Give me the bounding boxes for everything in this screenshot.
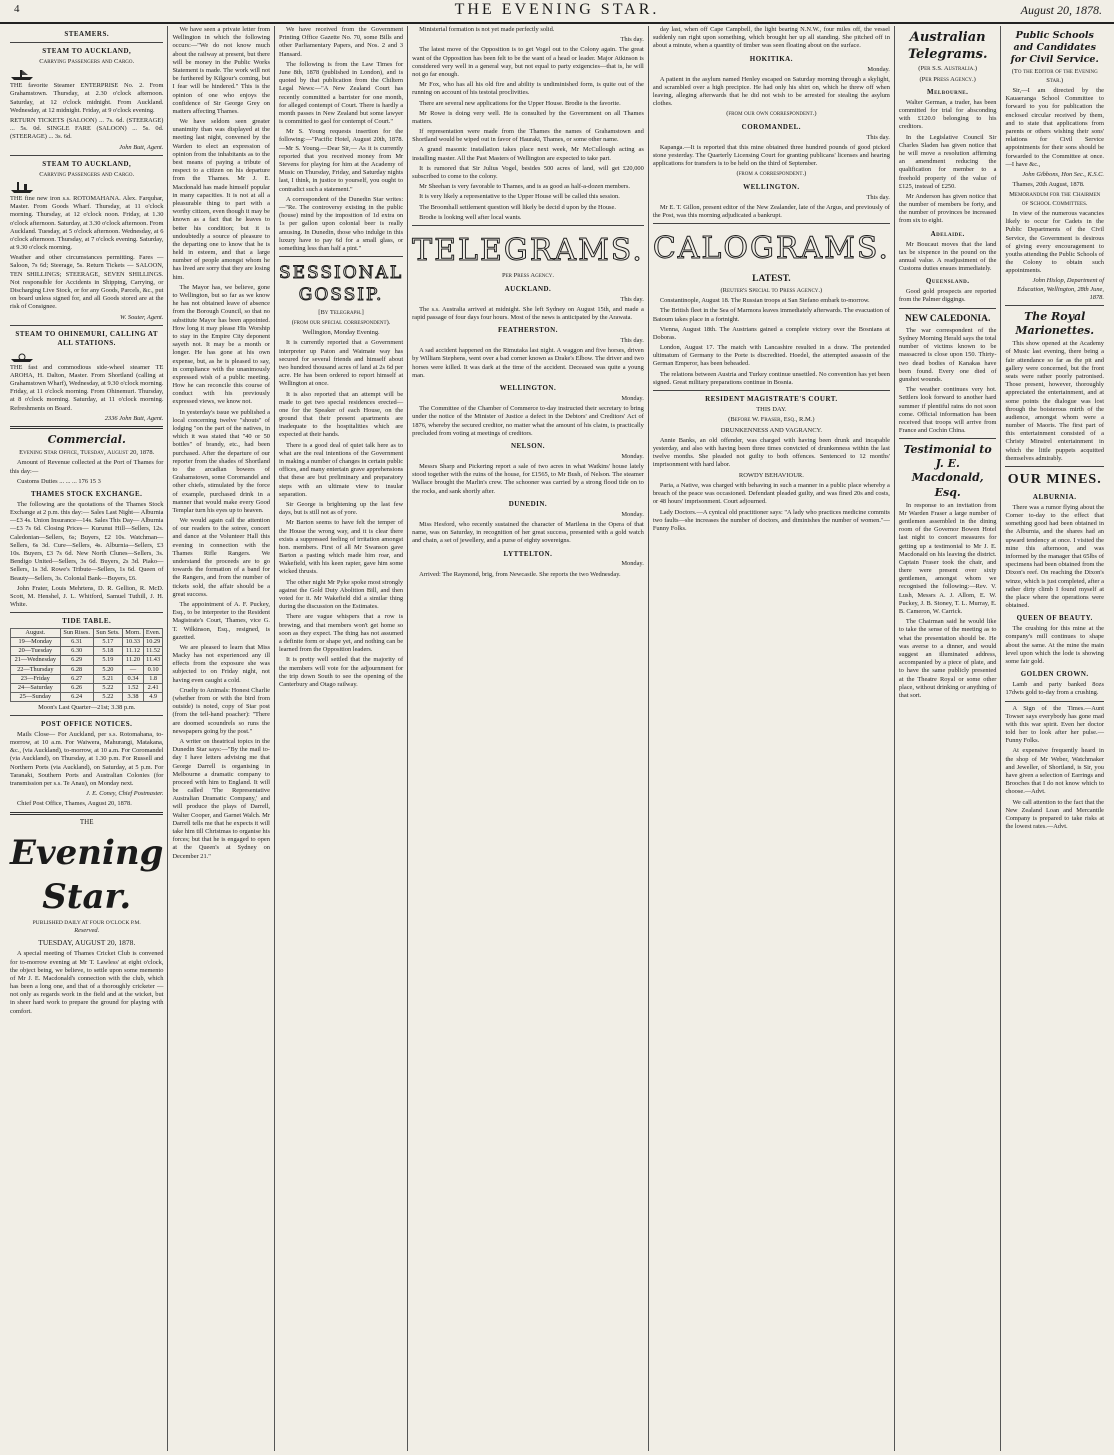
steamer-ad-enterprise: STEAM TO AUCKLAND, Carrying Passengers and Cargo. THE favorite Steamer ENTERPRISE No. 2. From Grahamstown. Thursday, at 2.30 o'clock afternoon. Saturday, at 12 o'clock midnight. From Auckland. Wednesday, at 12 midnight. Friday, at 9 o'clock evening. RETURN TICKETS (SALOON) ... 7s. 6d. (STEERAGE) ... 5s. 0d. SINGLE FARE (SALOON) ... 5s. 0d. (STEERAGE) ... 3s. 6d. John Butt, Agent. <box>10 46 164 151</box>
latest-heading: LATEST. <box>752 273 791 284</box>
paper-nameplate: Evening Star. <box>10 833 164 917</box>
marionettes-heading: The Royal Marionettes. <box>1015 310 1095 338</box>
stock-exchange-heading: THAMES STOCK EXCHANGE. <box>31 489 143 498</box>
tide-cell: 6.24 <box>60 692 93 701</box>
column-3: We have received from the Government Printing Office Gazette No. 70, some Bills and other Parliamentary Papers, and Nos. 2 and 3 Hansard. The following is from the Law Times for June 8th, 1878 (published in London), and is quoted by that publication from the Chiltern Legal News:—"A New Zealand Court has recently committed a barrister for one month, for alleged contempt of Court. There is hardly a month passes in New Zealand but some lawyer is committed to gaol for contempt of Court." Mr S. Young requests insertion for the following:—"Pacific Hotel, August 20th, 1878.—Mr S. Young.—Dear Sir,— As it is currently reported that you received money from Mr Stevens for playing for him at the Academy of Music on Thursday, Friday, and Saturday nights last, I think, in justice to yourself, you ought to contradict such a statement." A correspondent of the Dunedin Star writes:—"Re. The controversy existing in the public (house) mind by the imposition of 1d extra on 1s per gallon upon colonial beer is really amusing. In Dunedin, those who indulge in this luxury have to pay 6d for a small glass, or something less than half a pint." SESSIONAL GOSSIP. [By Telegraph.] (from our special correspondent). Wellington, Monday Evening. It is currently reported that a Government interpreter up Paton and Waimate way has secured for several friends and himself about two hundred thousand acres of land at 2s 6d per acre. He has been ordered to report himself at Wellington at once. It is also reported that an attempt will be made to get two special residences erected—one for the Speaker of each House, on the ground that their present apartments are inadequate to the hospitalities which are expected at their hands. There is a good deal of quiet talk here as to what are the real intentions of the Government in making a number of changes in certain public offices, and many entertain grave apprehensions that these are but preliminary and preparatory steps with an ultimate view to insular separation. Sir George is brightening up the last few days, but is still not as of yore. Mr Barton seems to have felt the temper of the House the wrong way, and it is clear there exists a suppressed feeling of irritation amongst hon. members. First of all Mr Swanson gave Barton a pasting which made him roar, and Wakefield, with his keen rapier, gave him some wicked thrusts. The other night Mr Pyke spoke most strongly against the Gold Duty Abolition Bill, and then voted for it. Mr Wakefield did a similar thing during the discussion on the Estimates. There are vague whispers that a row is brewing, and that members won't get home so soon as they expect. The thing has not assumed a definite form or shape yet, and nothing can be learned from the Opposition leaders. It is pretty well settled that the majority of the members will vote for the adjournment for the trip down South to see the opening of the Canterbury and Otago railway. <box>275 26 408 1451</box>
steamer-icon <box>10 181 163 193</box>
tide-cell: 1.8 <box>143 674 163 683</box>
tide-column-header: Sun Sets. <box>93 629 123 638</box>
steamer-icon <box>10 350 163 362</box>
page-number: 4 <box>14 3 20 15</box>
tide-cell: 5.21 <box>93 674 123 683</box>
tide-cell: 11.52 <box>143 647 163 656</box>
tide-cell: 3.38 <box>123 692 144 701</box>
tide-cell: 5.17 <box>93 638 123 647</box>
table-row <box>11 656 163 665</box>
tide-cell: 6.30 <box>60 647 93 656</box>
masthead-date: August 20, 1878. <box>1020 3 1102 17</box>
table-row <box>11 665 163 674</box>
tide-cell: 5.22 <box>93 683 123 692</box>
public-schools-heading: Public Schools and Candidates for Civil Service. <box>1010 30 1099 66</box>
tide-cell: 2.41 <box>143 683 163 692</box>
tide-cell: 5.22 <box>93 692 123 701</box>
tide-cell: 11.43 <box>143 656 163 665</box>
column-1: STEAMERS. STEAM TO AUCKLAND, Carrying Passengers and Cargo. THE favorite Steamer ENTERPRISE No. 2. From Grahamstown. Thursday, at 2.30 o'clock afternoon. Saturday, at 12 o'clock midnight. From Auckland. Wednesday, at 12 midnight. Friday, at 9 o'clock evening. RETURN TICKETS (SALOON) ... 7s. 6d. (STEERAGE) ... 5s. 0d. SINGLE FARE (SALOON) ... 5s. 0d. (STEERAGE) ... 3s. 6d. John Butt, Agent. STEAM TO AUCKLAND, Carrying Passengers and Cargo. THE fine new iron s.s. ROTOMAHANA. Alex. Farquhar, Master. From Goods Wharf. Thursday, at 11 o'clock morning. Thursday, at 12 o'clock noon. Friday, at 1.30 o'clock afternoon. Saturday, at 3.30 o'clock afternoon. From Auckland. Tuesday, at 5 o'clock afternoon. Wednesday, at 6 o'clock afternoon. Thursday, at 7 o'clock evening. Saturday, at 9.30 o'clock morning. Weather and other circumstances permitting. Fares — Saloon, 7s 6d; Steerage, 5s. Return Tickets — SALOON, TEN SHILLINGS; STEERAGE, SEVEN SHILLINGS. Not responsible for Accidents in Shipping, Carrying, or Discharging Live Stock, or for any Goods, Parcels, &c., put on board unless signed for, and all Goods stored are at the risk of Consignee. W. Souter, Agent. STEAM TO OHINEMURI, CALLING AT ALL STATIONS. THE fast and commodious side-wheel steamer TE AROHA, H. Dalton, Master. From Shortland (calling at Grahamstown Wharf), Wednesday, at 9.30 o'clock morning. Friday, at 11 o'clock morning. From Ohinemuri. Thursday, at 8 o'clock morning. Saturday, at 11 o'clock morning. Refreshments on Board. 2336 John Butt, Agent. Commercial. Evening Star Office, Tuesday, August 20, 1878. Amount of Revenue collected at the Port of Thames for this day:— Customs Duties ... ... ... 176 15 3 THAMES STOCK EXCHANGE. The following are the quotations of the Thames Stock Exchange at 2 p.m. this day:— Sales Last Night— Alburnia—£3 4s. Union Insurance—14s. Sales This Day— Alburnia—£3 7s 6d. Closing Prices— Kurunui Hill—Sellers, 12s. Caledonian—Sellers, 6s; Buyers, £2 10s. Watchman—Sellers, 6s 3d. Cure—Sellers, 4s. Alburnia—Sellers, £3 10s. Buyers, £3 7s 6d. New North Clunes—Sellers, 3s. Bendigo United—Sellers, 3s 6d. Buyers, 2s 3d. Piako—Sellers, 1s 3d. Rowe's Tribute—Sellers, 1s 6d. Queen of Beauty—Sellers, 3s. Colonial Bank—Buyers, £6. John Frater, Louis Mehrtens, D. R. Gellion, R. McD. Scott, M. Henshel, J. L. Whitford, Samuel Tuthill, J. H. White. TIDE TABLE. August. Sun Rises. Sun Sets. Morn. Even. 19—Monday 6.31 5.17 10.33 10.29 20—Tuesday 6.30 5.18 11.12 11.52 21—Wednesday 6.29 5.19 11.20 11.43 22—Thursday 6.28 5.20 — 0.10 23—Friday 6.27 5.21 0.34 1.8 24—Saturday 6.26 5.22 1.52 2.41 25—Sunday 6.24 5.22 3.38 4.9 Moon's Last Quarter—21st; 3.38 p.m. POST OFFICE NOTICES. Mails Close— For Auckland, per s.s. Rotomahana, to-morrow, at 10 a.m. For Waiwera, Mahurangi, Matakana, &c., (via Auckland), to-morrow, at 10 a.m. For Coromandel (via Auckland), on Thursday, at 1.30 p.m. For Russell and Northern Ports (via Auckland), on Saturday, at 5 p.m. For Taranaki, Southern Ports and Australian Colonies (for transmission per s.s. Te Anau), on Monday next. J. E. Coney, Chief Postmaster. Chief Post Office, Thames, August 20, 1878. THE Evening Star. PUBLISHED DAILY AT FOUR O'CLOCK P.M. Reserved. TUESDAY, AUGUST 20, 1878. A special meeting of Thames Cricket Club is convened for to-morrow evening at Mr T. Lawless' at eight o'clock, the object being, we believe, to settle upon some memento of Mr J. E. Macdonald's connection with the club, which has been a long one, and that of a thoroughly cricketer — not only as regards work in the field and at the wicket, but in sheer hard work to prepare the ground for playing with comfort. <box>6 26 168 1451</box>
tide-cell: 5.18 <box>93 647 123 656</box>
tide-cell: 10.33 <box>123 638 144 647</box>
tide-cell: 22—Thursday <box>11 665 61 674</box>
tide-cell: 1.52 <box>123 683 144 692</box>
newspaper-masthead-title: THE EVENING STAR. <box>454 1 660 18</box>
paper-the: THE <box>79 817 94 826</box>
column-grid <box>6 26 1108 1451</box>
tide-cell: 4.9 <box>143 692 163 701</box>
table-row <box>11 638 163 647</box>
tide-cell: 6.29 <box>60 656 93 665</box>
masthead <box>0 0 1114 24</box>
sessional-gossip-heading: SESSIONAL GOSSIP. <box>278 263 404 305</box>
tide-column-header: Even. <box>143 629 163 638</box>
ad-title: STEAM TO AUCKLAND, <box>42 46 132 55</box>
column-7: Public Schools and Candidates for Civil Service. (To the Editor of the Evening Star.) Sir,—I am directed by the Kauaeranga School Committee to forward to you for publication the enclosed circular received by them, and to state that applications from parents or others wishing their sons' relations for Civil Service appointments for their sons should be forwarded to the Committee at once.—I have &c., John Gibbons, Hon Sec., K.S.C. Thames, 20th August, 1878. Memorandum for the Chairmen of School Committees. In view of the numerous vacancies likely to occur for Cadets in the Public Departments of the Civil Service, the Government is desirous of giving every encouragement to youths attending the Public Schools of the Colony to obtain such appointments. John Hislop, Department of Education, Wellington, 28th June, 1878. The Royal Marionettes. This show opened at the Academy of Music last evening, there being a fair attendance so far as the pit and gallery were concerned, but the front seats were rather poorly patronised. Those present, however, thoroughly appreciated the entertainment, and at some points the dialogue was lost through the boisterous mirth of the audience, amongst whom were a number of Maoris. The first part of this entertainment consisted of a Christy Minstrel entertainment in which the little puppets acquitted themselves admirably. OUR MINES. ALBURNIA. There was a rumor flying about the Corner to-day to the effect that something good had been obtained in the Alburnia, and the shares had an upward tendency at once. I visited the mine this afternoon, and was informed by the manager that 65lbs of specimens had been obtained from the Dixon's reef. On reaching the Dixon's winze, which is just completed, after a rather dirty climb I found myself at the place where the operations were obtained. QUEEN OF BEAUTY. The crushing for this mine at the company's mill continues to shape about the same. At the mine the main level upon which the lode is showing some fair gold. GOLDEN CROWN. Lamb and party banked 8ozs 17dwts gold to-day from a crushing. A Sign of the Times.—Aunt Towser says everybody has gone mad with this war spirit. Even her doctor told her to look after her pulse.—Funny Folks. At expensive frequently heard in the shop of Mr Weber, Watchmaker and Jeweller, of Shortland, is Sir, you have given a selection of Earrings and Brooches that I do not know which to choose.—Advt. We call attention to the fact that the New Zealand Loan and Mercantile Company is prepared to take risks at the lowest rates.—Advt. <box>1005 30 1104 831</box>
new-caledonia-heading: NEW CALEDONIA. <box>905 313 991 324</box>
our-mines-heading: OUR MINES. <box>1007 472 1102 487</box>
tide-cell: 0.34 <box>123 674 144 683</box>
customs-duties: Customs Duties ... ... ... 176 15 3 <box>17 477 101 485</box>
tide-cell: 6.26 <box>60 683 93 692</box>
tide-cell: 24—Saturday <box>11 683 61 692</box>
steamer-ad-te-aroha: STEAM TO OHINEMURI, CALLING AT ALL STATIONS. THE fast and commodious side-wheel steamer TE AROHA, H. Dalton, Master. From Shortland (calling at Grahamstown Wharf), Wednesday, at 9.30 o'clock morning. Friday, at 11 o'clock morning. From Ohinemuri. Thursday, at 8 o'clock morning. Saturday, at 11 o'clock morning. Refreshments on Board. 2336 John Butt, Agent. <box>10 329 164 422</box>
tide-cell: 11.12 <box>123 647 144 656</box>
telegrams-heading: TELEGRAMS. <box>412 232 644 268</box>
tide-column-header: Sun Rises. <box>60 629 93 638</box>
tide-cell: 11.20 <box>123 656 144 665</box>
tide-cell: 21—Wednesday <box>11 656 61 665</box>
calograms-heading: CALOGRAMS. <box>652 231 890 267</box>
tide-cell: 5.20 <box>93 665 123 674</box>
steamers-heading: STEAMERS. <box>64 30 110 38</box>
post-office-heading: POST OFFICE NOTICES. <box>41 719 133 728</box>
steamer-ad-rotomahana: STEAM TO AUCKLAND, Carrying Passengers and Cargo. THE fine new iron s.s. ROTOMAHANA. Alex. Farquhar, Master. From Goods Wharf. Thursday, at 11 o'clock morning. Thursday, at 12 o'clock noon. Friday, at 1.30 o'clock afternoon. Saturday, at 3.30 o'clock afternoon. From Auckland. Tuesday, at 5 o'clock afternoon. Wednesday, at 6 o'clock afternoon. Thursday, at 7 o'clock evening. Saturday, at 9.30 o'clock morning. Weather and other circumstances permitting. Fares — Saloon, 7s 6d; Steerage, 5s. Return Tickets — SALOON, TEN SHILLINGS; STEERAGE, SEVEN SHILLINGS. Not responsible for Accidents in Shipping, Carrying, or Discharging Live Stock, or for any Goods, Parcels, &c., put on board unless signed for, and all Goods stored are at the risk of Consignee. W. Souter, Agent. <box>10 159 164 321</box>
tide-cell: 0.10 <box>143 665 163 674</box>
tide-table-heading: TIDE TABLE. <box>62 617 112 626</box>
tide-cell: 6.31 <box>60 638 93 647</box>
tide-cell: 25—Sunday <box>11 692 61 701</box>
tide-cell: 6.27 <box>60 674 93 683</box>
paper-published: PUBLISHED DAILY AT FOUR O'CLOCK P.M. <box>32 919 141 926</box>
column-6: Australian Telegrams. (Per S.S. Australia.) (Per Press Agency.) Melbourne. Walter German, a trader, has been committed for trial for absconding with £120.0 belonging to his creditors. In the Legislative Council Sir Charles Sladen has given notice that he will move a resolution affirming an amendment reducing the qualification for member to a freehold property of the value of £125, instead of £250. Mr Anderson has given notice that the number of members be forty, and the number of provinces be increased from six to eight. Adelaide. Mr Boucaut moves that the land tax be sixpence in the pound on the annual value. A readjustment of the Customs duties ensues immediately. Queensland. Good gold prospects are reported from the Palmer diggings. NEW CALEDONIA. The war correspondent of the Sydney Morning Herald says the total number of victims known to be massacred is close upon 150. Thirty-two dead bodies of Kanakas have been found. Every one died of gunshot wounds. The weather continues very hot. Settlers look forward to another hard summer if plentiful rains do not soon come. Official information has been received that troops will arrive from France and Cochin China. Testimonial to J. E. Macdonald, Esq. In response to an invitation from Mr Warden Fraser a large number of gentlemen assembled in the dining room of the Governor Bowen Hotel last night to concert measures for getting up a testimonial to Mr J. E. Macdonald on his leaving the district. Captain Fraser took the chair, and there were present over sixty gentlemen, amongst whom we recognised the following:—Rev. V. Lush, Messrs A. J. Allom, E. W. Puckey, J. B. Stoney, T. L. Murray, E. B. Cameron, W. Carrick. The Chairman said he would like to take the sense of the meeting as to what the presentation should be. He was averse to a dinner, and would suggest an illuminated address, accompanied by a piece of plate, and to have the same publicly presented at the Theatre Royal or some other place, without drinking or anything of that sort. <box>895 26 1002 1451</box>
table-row <box>11 683 163 692</box>
tide-cell: 23—Friday <box>11 674 61 683</box>
brokers-list: John Frater, Louis Mehrtens, D. R. Gellion, R. McD. Scott, M. Henshel, J. L. Whitford, Samuel Tuthill, J. H. White. <box>10 584 164 609</box>
tide-cell: 5.19 <box>93 656 123 665</box>
australian-telegrams-heading: Australian Telegrams. <box>907 30 988 62</box>
commercial-heading: Commercial. <box>47 433 126 447</box>
testimonial-heading: Testimonial to J. E. Macdonald, Esq. <box>903 443 992 499</box>
column-4: Ministerial formation is not yet made perfectly solid. This day. The latest move of the Opposition is to get Vogel out to the Colony again. The great want of the Opposition has been felt to be the want of a head or leader. Major Atkinson is considered very well in a general way, but not equal to party exigencies—that is, he will not go far enough. Mr Fox, who has all his old fire and ability is undiminished form, is quite out of the running on account of his testotal proclivities. There are several new applications for the Upper House. Brodie is the favorite. Mr Rowe is doing very well. He is consulted by the Government on all Thames matters. If representation were made from the Thames the names of Grahamstown and Shortland would be wiped out in favor of Hauraki, Thames, or some other name. A grand masonic installation takes place next week, Mr McCullough acting as installing master. All the Past Masters of Wellington are expected to take part. It is rumored that Sir Julius Vogel, besides 500 acres of land, will get £20,000 subscribed to come to the colony. Mr Sheehan is very favorable to Thames, and is as good as half-a-dozen members. It is very likely a representative to the Upper House will be called this session. The Broomhall settlement question will likely be decid d upon by the House. Brodie is looking well after local wants. TELEGRAMS. Per Press Agency. AUCKLAND. This day. The s.s. Australia arrived at midnight. She left Sydney on August 15th, and made a rapid passage of four days four hours. Most of the news is anticipated by the Arawata. FEATHERSTON. This day. A sad accident happened on the Rimutaka last night. A waggon and five horses, driven by William Stephens, went over a bad corner known as Drake's Elbow. The driver and two horses were killed. It was dark at the time of the accident. Deceased was quite a young man. WELLINGTON. Monday. The Committee of the Chamber of Commerce to-day instructed their secretary to bring under the notice of the Minister of Justice a defect in the Debtors' and Creditors' Act of 1876, whereby the secured creditor, no matter what the amount of his claim, is practically precluded from voting at meetings of creditors. NELSON. Monday. Messrs Sharp and Pickering report a sale of two acres in what Watkins' house lately stood together with the ruins of the house, for £1565, to Mr Bush, of Nelson. The steamer Wallace brought the Marlin's crew. The schooner was carried by a strong flood tide on to the rocks, and sank shortly after. DUNEDIN. Monday. Miss Hesford, who recently sustained the character of Marilena in the Opera of that name, was on Saturday, in recognition of her great success, presented with a gold watch and chain, a set of jewellery, and a purse of eighty sovereigns. LYTTELTON. Monday. Arrived: The Raymond, brig, from Newcastle. She reports the two Wednesday. <box>408 26 649 1451</box>
table-row <box>11 692 163 701</box>
steamer-icon <box>10 68 163 80</box>
tide-cell: — <box>123 665 144 674</box>
paper-date: TUESDAY, AUGUST 20, 1878. <box>38 937 136 947</box>
tide-cell: 10.29 <box>143 638 163 647</box>
table-row <box>11 674 163 683</box>
tide-cell: 6.28 <box>60 665 93 674</box>
tide-cell: 20—Tuesday <box>11 647 61 656</box>
column-2: We have seen a private letter from Wellington in which the following occurs:—"We do not know much about the railway at present, but there will be money in the Public Works Statement is made. The work will not be furthered by Kilgour's coming, but I fear will be hindered." This is the opinion of one who enjoys the confidence of Sir George Grey on matters affecting Thames. We have seldom seen greater unanimity than was displayed at the meeting last night, convened by the Warden to elect an expression of opinion from the inhabitants as to the best means of paying a tribute of respect to a citizen on his departure from the Thames. Mr J. E. Macdonald has made himself popular in many capacities. It is not at all a pleasurable thing to part with a worthy citizen, even though it may be known as a fact that he leaves to better his condition; but it is undoubtedly a source of pleasure to the departing one to know that he is held in esteem, and that a large number of people amongst whom he has lived are sorry that they are losing him. The Mayor has, we believe, gone to Wellington, but so far as we know he has not obtained leave of absence from the Borough Council, so that no substitute Mayor has been appointed. How long it may please His Worship to stay in the Empire City deponent sayeth not. It may be a month or longer. He has gone at his own expense, but, as he is pleased to say, in compliance with the unanimously expressed wish of a public meeting. How he can reconcile this course of conduct with his previously expressed views, we know not. In yesterday's issue we published a local concerning twelve "shouts" of lodging "on the part of the natives, in which it was stated that "40 or 50 bottles" of brandy, etc., had been purchased. After the departure of our reporter from the shades of Shortland to the arcadian bowers of Grahamstown, some Coromandel and other chiefs, stimulated by the force of example, purchased drink in a manner that would make every Good Templar turn his eyes up to heaven. We would again call the attention of our readers to the soiree, concert and dance at the Volunteer Hall this evening in connection with the Thames Rifle Rangers. We understand the proceeds are to go towards the formation of a band for the Rangers, and from the number of tickets sold, the affair should be a great success. The appointment of A. F. Puckey, Esq., to be interpreter to the Resident Magistrate's Court, Thames, vice G. T. Wilkinson, Esq., resigned, is gazetted. We are pleased to learn that Miss Macky has not experienced any ill effects from the exposure she was subjected to on Friday night, not having even caught a cold. Cruelty to Animals: Honest Charlie (whether from or with the bird from outside) is noted, copy of Star post (from the tell-hand poacher): "There are doomed scoundrels so runs the newspapers going by the post." A writer on theatrical topics in the Dunedin Star says:—"By the mail to-day I have letters advising me that George Darrell is organising in Melbourne a dramatic company to proceed with him to England. It will be called 'The Representative Australian Dramatic Company,' and will produce the plays of Darrell, Walter Cooper, and Garnet Walch. Mr Darrell tells me that he expects it will take him till Christmas to organise his forces; but that he is engaged to open at the Queen's at Sydney on December 21." <box>168 26 275 1451</box>
rm-court-heading: RESIDENT MAGISTRATE'S COURT. <box>705 395 838 404</box>
column-5: day last, when off Cape Campbell, the light bearing N.N.W., four miles off, the vessel suddenly ran right upon something, which brought her up all standing. She pitched off in about a minute, when a quantity of timber was seen floating about on the surface. HOKITIKA. Monday. A patient in the asylum named Henley escaped on Saturday morning through a skylight, and scrambled over a high precipice. He had only his shirt on, which he threw off when leaving, alleging afterwards that he did not wish to be arrested for stealing the asylum clothes. (from our own correspondent.) COROMANDEL. This day. Kapanga.—It is reported that this mine obtained three hundred pounds of good picked stone yesterday. The Quarterly Licensing Court for granting publicans' licenses and hearing applications for transfers is to be held on the third of September. (from a correspondent.) WELLINGTON. This day. Mr E. T. Gillon, present editor of the New Zealander, late of the Argus, and previously of the Post, was this morning adjudicated a bankrupt. CALOGRAMS. LATEST. (Reuter's Special to Press Agency.) Constantinople, August 18. The Russian troops at San Stefano embark to-morrow. The British fleet in the Sea of Marmora leaves immediately afterwards. The evacuation of Batoum takes place in a fortnight. Vienna, August 18th. The Austrians gained a complete victory over the Bosnians at Doboras. London, August 17. The match with Lancashire resulted in a draw. The pretended ultimatum of Germany to the Porte is discredited. Hoedel, the attempted assassin of the German Emperor, has been beheaded. The relations between Austria and Turkey continue unsettled. No convention has yet been signed. Great military preparations continue in Bosnia. RESIDENT MAGISTRATE'S COURT. THIS DAY. (Before W. Fraser, Esq., R.M.) DRUNKENNESS AND VAGRANCY. Annie Banks, an old offender, was charged with having been drunk and incapable yesterday, and also with having been three times convicted of drunkenness within the last twelve months. She pleaded not guilty to both offences. Sentenced to 12 months' imprisonment with hard labor. ROWDY BEHAVIOUR. Paria, a Native, was charged with behaving in such a manner in a public place whereby a breach of the peace was occasioned. Defendant pleaded guilty, and was fined 20s and costs, or 48 hours' imprisonment. Court adjourned. Lady Doctors.—A cynical old practitioner says: "A lady who practices medicine commits two faults—she increases the number of doctors, and diminishes the number of women."—Funny Folks. <box>649 26 895 1451</box>
table-row <box>11 647 163 656</box>
tide-table <box>10 628 163 701</box>
tide-cell: 19—Monday <box>11 638 61 647</box>
tide-column-header: August. <box>11 629 61 638</box>
tide-column-header: Morn. <box>123 629 144 638</box>
